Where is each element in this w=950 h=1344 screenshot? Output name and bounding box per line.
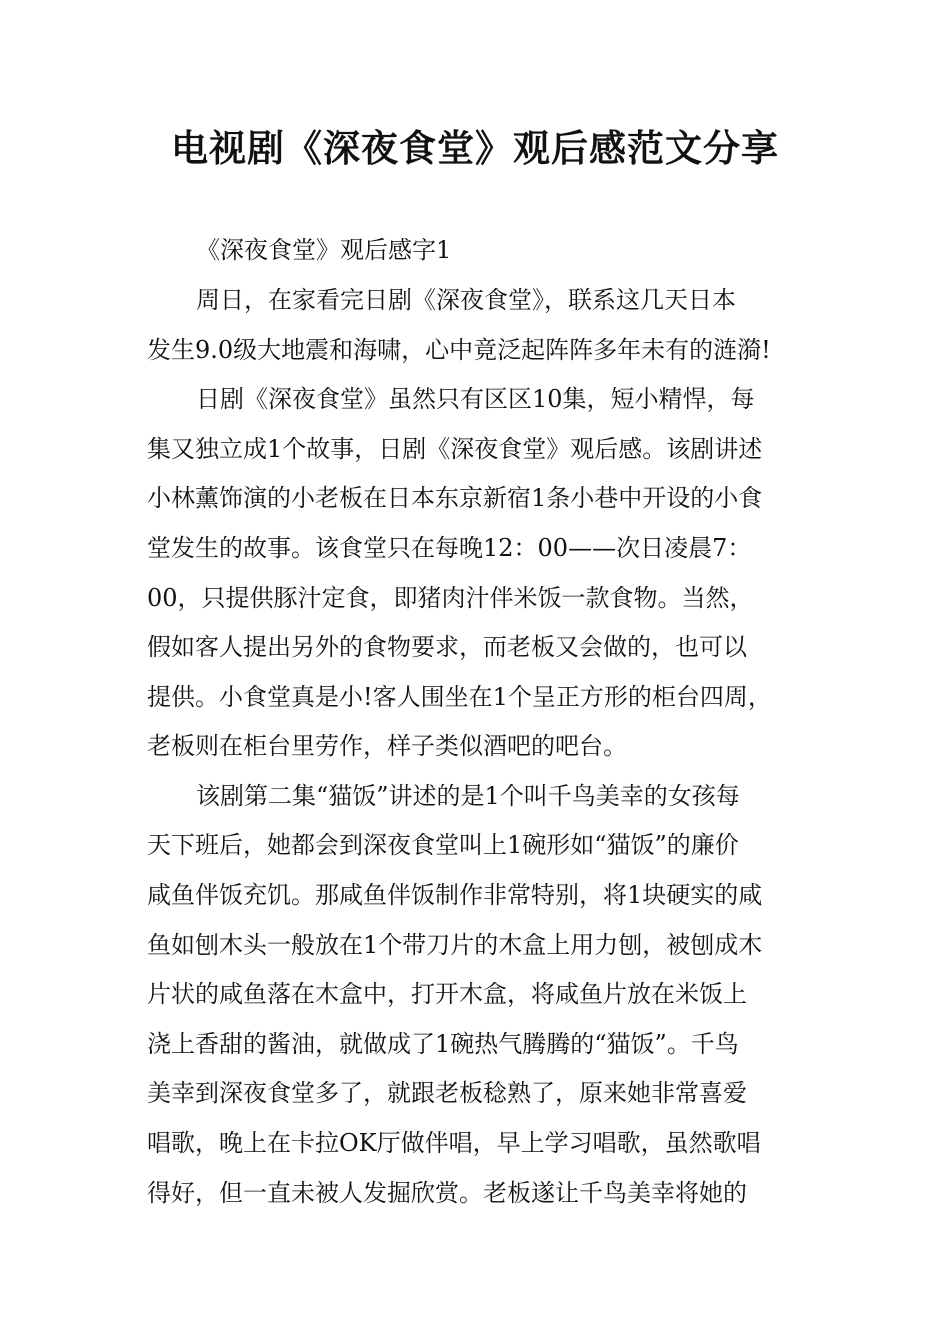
text-line: 日剧《深夜食堂》虽然只有区区10集，短小精悍，每 bbox=[196, 385, 755, 413]
section-subheading: 《深夜食堂》观后感字1 bbox=[196, 236, 452, 264]
text-line: 集又独立成1个故事，日剧《深夜食堂》观后感。该剧讲述 bbox=[147, 435, 763, 463]
text-line: 该剧第二集“猫饭”讲述的是1个叫千鸟美幸的女孩每 bbox=[196, 782, 740, 810]
text-line: 美幸到深夜食堂多了，就跟老板稔熟了，原来她非常喜爱 bbox=[147, 1079, 747, 1107]
text-line: 天下班后，她都会到深夜食堂叫上1碗形如“猫饭”的廉价 bbox=[147, 831, 739, 859]
text-line: 浇上香甜的酱油，就做成了1碗热气腾腾的“猫饭”。千鸟 bbox=[147, 1030, 739, 1058]
text-line: 咸鱼伴饭充饥。那咸鱼伴饭制作非常特别，将1块硬实的咸 bbox=[147, 881, 763, 909]
text-line: 周日，在家看完日剧《深夜食堂》，联系这几天日本 bbox=[196, 286, 736, 314]
text-line: 发生9.0级大地震和海啸，心中竟泛起阵阵多年未有的涟漪! bbox=[147, 336, 771, 364]
text-line: 提供。小食堂真是小!客人围坐在1个呈正方形的柜台四周， bbox=[147, 683, 772, 711]
text-line: 唱歌，晚上在卡拉OK厅做伴唱，早上学习唱歌，虽然歌唱 bbox=[147, 1129, 761, 1157]
document-title: 电视剧《深夜食堂》观后感范文分享 bbox=[171, 127, 779, 170]
text-line: 得好，但一直未被人发掘欣赏。老板遂让千鸟美幸将她的 bbox=[147, 1179, 747, 1207]
text-line: 老板则在柜台里劳作，样子类似酒吧的吧台。 bbox=[147, 732, 627, 760]
text-line: 片状的咸鱼落在木盒中，打开木盒，将咸鱼片放在米饭上 bbox=[147, 980, 747, 1008]
text-line: 小林薰饰演的小老板在日本东京新宿1条小巷中开设的小食 bbox=[147, 484, 763, 512]
text-line: 假如客人提出另外的食物要求，而老板又会做的，也可以 bbox=[147, 633, 747, 661]
text-line: 鱼如刨木头一般放在1个带刀片的木盒上用力刨，被刨成木 bbox=[147, 931, 763, 959]
text-line: 堂发生的故事。该食堂只在每晚12：00——次日凌晨7： bbox=[147, 534, 752, 562]
text-line: 00，只提供豚汁定食，即猪肉汁伴米饭一款食物。当然， bbox=[147, 584, 754, 612]
